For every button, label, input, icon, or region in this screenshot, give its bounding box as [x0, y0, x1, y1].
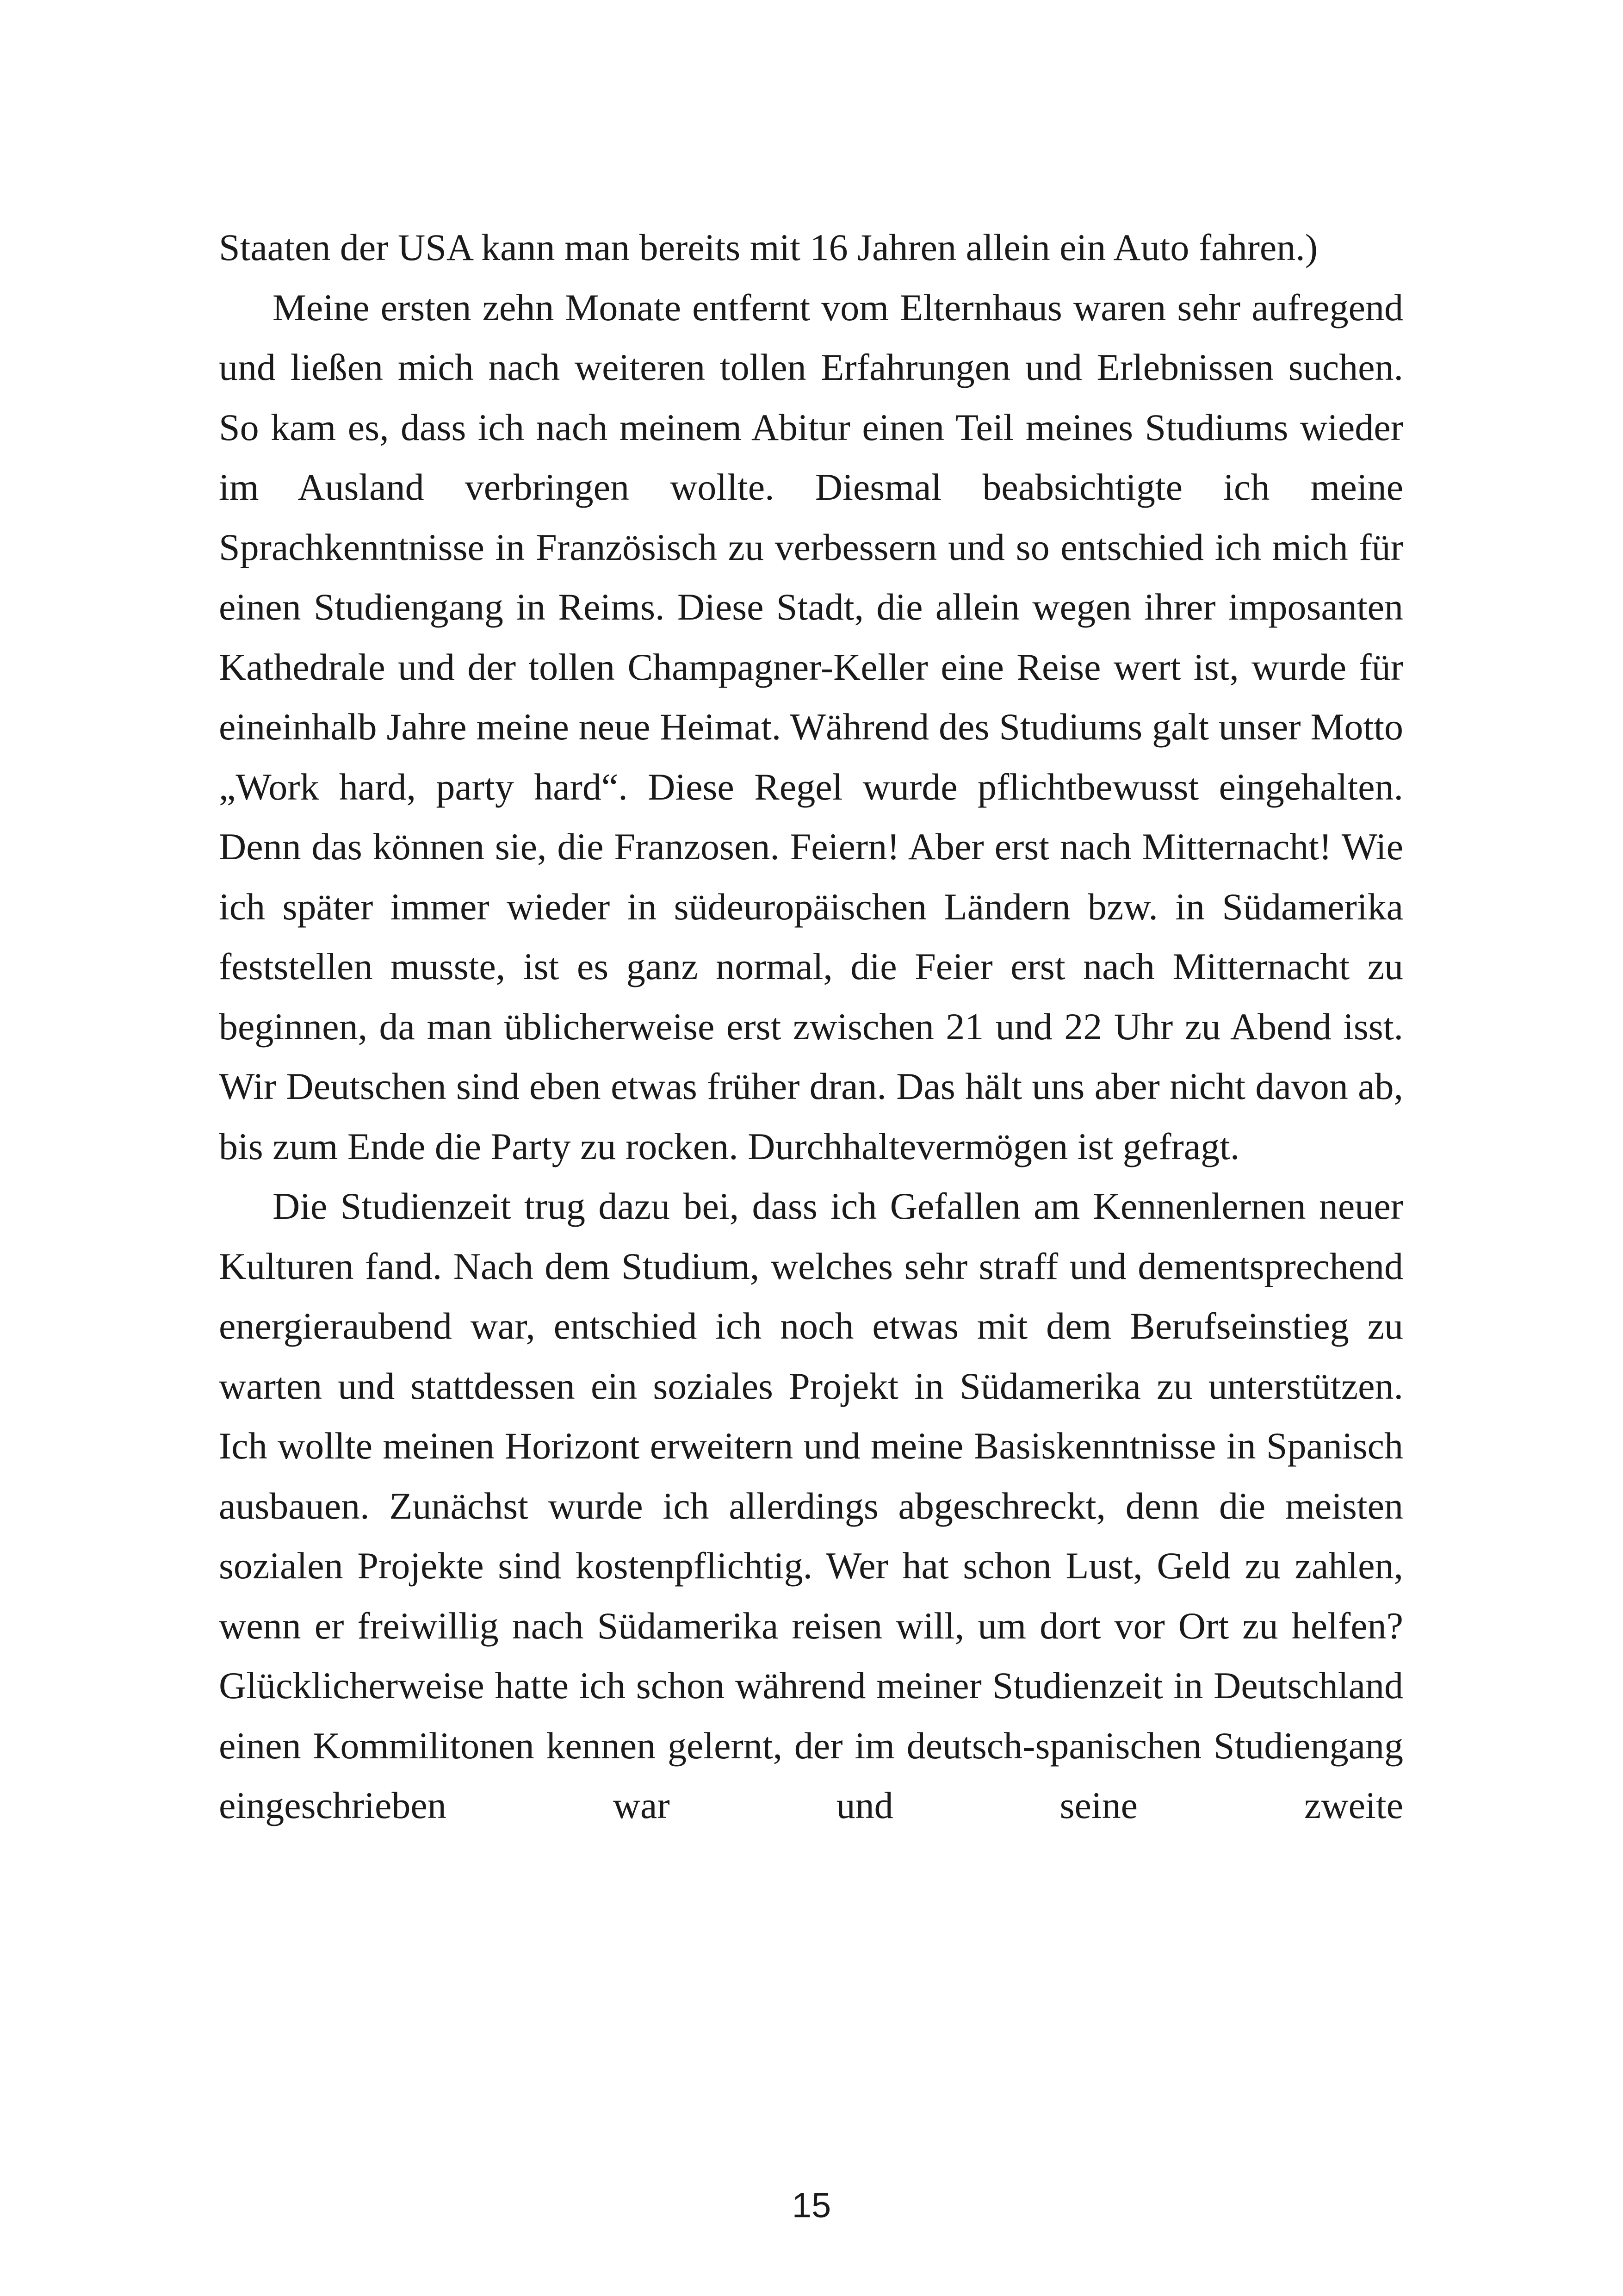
paragraph-2: Meine ersten zehn Monate entfernt vom Elternhaus waren sehr aufregend und ließen mich nach weiteren tollen Erfahrungen und Erlebnissen suchen. So kam es, dass ich nach meinem Abitur einen Teil meines Studiums wieder im Ausland verbringen wollte. Diesmal beabsichtigte ich meine Sprachkenntnisse in Französisch zu verbessern und so entschied ich mich für einen Studiengang in Reims. Diese Stadt, die allein wegen ihrer imposanten Kathedrale und der tollen Champagner-Keller eine Reise wert ist, wurde für eineinhalb Jahre meine neue Heimat. Während des Studiums galt unser Motto „Work hard, party hard“. Diese Regel wurde pflichtbewusst eingehalten. Denn das können sie, die Franzosen. Feiern! Aber erst nach Mitternacht! Wie ich später immer wieder in südeuropäischen Ländern bzw. in Südamerika feststellen musste, ist es ganz normal, die Feier erst nach Mitternacht zu beginnen, da man üblicherweise erst zwischen 21 und 22 Uhr zu Abend isst. Wir Deutschen sind eben etwas früher dran. Das hält uns aber nicht davon ab, bis zum Ende die Party zu rocken. Durchhaltevermögen ist gefragt.	[219, 286, 1403, 1167]
paragraph-1: Staaten der USA kann man bereits mit 16 Jahren allein ein Auto fahren.)	[219, 226, 1318, 268]
body-text	[219, 217, 1403, 1836]
paragraph-3: Die Studienzeit trug dazu bei, dass ich Gefallen am Kennenlernen neuer Kulturen fand. Nach dem Studium, welches sehr straff und dementsprechend energieraubend war, entschied ich noch etwas mit dem Berufseinstieg zu warten und stattdessen ein soziales Projekt in Südamerika zu unterstützen. Ich wollte meinen Horizont erweitern und meine Basiskenntnisse in Spanisch ausbauen. Zunächst wurde ich allerdings abgeschreckt, denn die meisten sozialen Projekte sind kostenpflichtig. Wer hat schon Lust, Geld zu zahlen, wenn er freiwillig nach Südamerika reisen will, um dort vor Ort zu helfen? Glücklicherweise hatte ich schon während meiner Studienzeit in Deutschland einen Kommilitonen kennen gelernt, der im deutsch-spanischen Studiengang eingeschrieben war und seine zweite	[219, 1185, 1403, 1826]
page-number: 15	[792, 2186, 831, 2225]
